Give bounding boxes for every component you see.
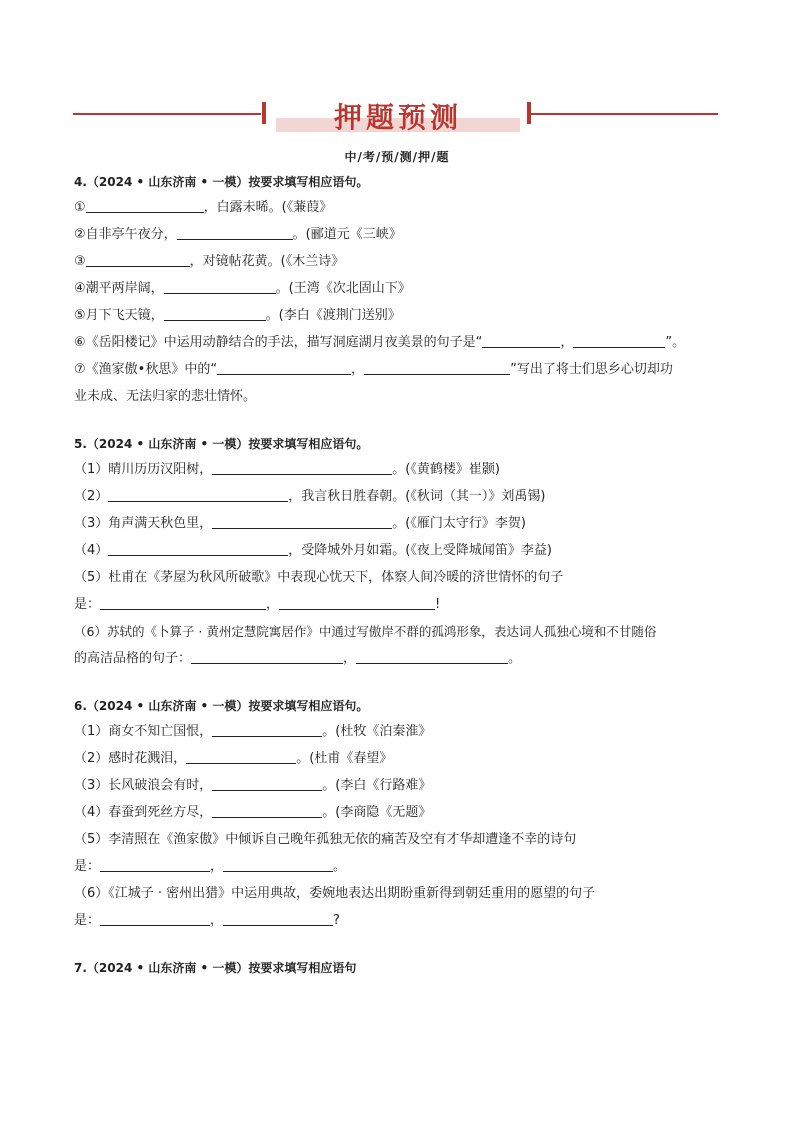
question-5 [74,434,724,672]
q6-item-2-suffix: 。(杜甫《春望》 [296,751,393,766]
banner-title: 押题预测 [333,101,462,134]
q6-item-6-prefix: 是： [74,913,101,928]
q5-item-5-answer [74,591,724,618]
q4-item-2-suffix: 。(郦道元《三峡》 [292,227,402,242]
answer-blank[interactable] [212,803,322,818]
q5-item-6-answer [74,645,724,672]
document-body [74,172,724,1002]
q4-item-3-suffix: ，对镜帖花黄。(《木兰诗》 [189,254,345,269]
q5-item-1 [74,456,724,483]
answer-blank[interactable] [86,198,204,213]
q4-item-1-suffix: ，白露未晞。(《蒹葭》 [203,200,333,215]
q5-item-6-prefix: 的高洁品格的句子： [74,651,192,666]
q5-item-5-separator: ， [266,597,280,612]
q4-item-7 [74,356,724,383]
answer-blank[interactable] [86,252,190,267]
q5-item-6-separator: ， [343,651,357,666]
q6-item-6-separator: ， [210,913,224,928]
q5-item-2 [74,483,724,510]
answer-blank[interactable] [212,776,322,791]
question-6-title: 6.（2024 • 山东济南 • 一模）按要求填写相应语句。 [74,699,369,713]
q6-item-5-answer [74,853,724,880]
q4-item-4-prefix: ④潮平两岸阔， [74,281,164,296]
q5-item-1-prefix: （1）晴川历历汉阳树， [74,462,213,477]
answer-blank[interactable] [212,514,392,529]
answer-blank[interactable] [482,333,560,348]
q4-item-6-prefix: ⑥《岳阳楼记》中运用动静结合的手法，描写洞庭湖月夜美景的句子是“ [74,335,483,350]
q5-item-4 [74,537,724,564]
question-6 [74,696,724,934]
answer-blank[interactable] [212,460,392,475]
answer-blank[interactable] [177,225,293,240]
q6-item-3-prefix: （3）长风破浪会有时， [74,778,213,793]
q6-item-2-prefix: （2）感时花溅泪， [74,751,187,766]
answer-blank[interactable] [573,333,665,348]
answer-blank[interactable] [100,857,210,872]
answer-blank[interactable] [279,595,435,610]
question-5-title: 5.（2024 • 山东济南 • 一模）按要求填写相应语句。 [74,437,369,451]
q6-item-4-prefix: （4）春蚕到死丝方尽， [74,805,213,820]
header-banner [0,96,794,136]
q5-item-5-suffix: ! [435,597,441,612]
q4-item-1 [74,194,724,221]
q5-item-6-suffix: 。 [508,651,522,666]
q5-item-1-suffix: 。(《黄鹤楼》崔颢) [392,462,500,477]
q4-item-6 [74,329,724,356]
q4-item-2-prefix: ②自非亭午夜分， [74,227,177,242]
q6-item-1 [74,718,724,745]
q5-item-3 [74,510,724,537]
q4-item-5-prefix: ⑤月下飞天镜， [74,308,164,323]
q5-item-5-text: （5）杜甫在《茅屋为秋风所破歌》中表现心忧天下，体察人间冷暖的济世情怀的句子 [74,570,564,585]
q6-item-6-suffix: ? [333,913,340,928]
q4-item-4 [74,275,724,302]
banner-rule-left [73,113,261,115]
q4-item-3-prefix: ③ [74,254,86,269]
q5-item-4-suffix: ，受降城外月如霜。(《夜上受降城闻笛》李益) [288,543,552,558]
q5-item-4-prefix: （4） [74,543,109,558]
q6-item-1-prefix: （1）商女不知亡国恨， [74,724,213,739]
answer-blank[interactable] [212,722,322,737]
answer-blank[interactable] [100,911,210,926]
q6-item-3 [74,772,724,799]
answer-blank[interactable] [191,649,343,664]
q4-item-6-separator: ， [560,335,574,350]
q4-item-3 [74,248,724,275]
q5-item-3-suffix: 。(《雁门太守行》李贺) [392,516,526,531]
q6-item-2 [74,745,724,772]
q4-item-4-suffix: 。(王湾《次北固山下》 [275,281,411,296]
q5-item-2-suffix: ，我言秋日胜春朝。(《秋词（其一）》刘禹锡) [288,489,546,504]
answer-blank[interactable] [217,360,351,375]
banner-bar-left [262,102,266,124]
answer-blank[interactable] [356,649,508,664]
q5-item-6-text: （6）苏轼的《卜算子 · 黄州定慧院寓居作》中通过写傲岸不群的孤鸿形象，表达词人孤独心境和不甘随俗 [74,624,657,639]
answer-blank[interactable] [108,541,288,556]
question-4-title: 4.（2024 • 山东济南 • 一模）按要求填写相应语句。 [74,175,369,189]
answer-blank[interactable] [108,487,288,502]
q4-item-1-prefix: ① [74,200,86,215]
q6-item-3-suffix: 。(李白《行路难》 [322,778,432,793]
q6-item-5-separator: ， [210,859,224,874]
q6-item-6-text: （6）《江城子 · 密州出猎》中运用典故，委婉地表达出期盼重新得到朝廷重用的愿望的句子 [74,886,596,901]
q4-item-7-prefix: ⑦《渔家傲•秋思》中的“ [74,362,218,377]
answer-blank[interactable] [164,306,266,321]
q6-item-5-prefix: 是： [74,859,101,874]
q5-item-2-prefix: （2） [74,489,109,504]
q4-item-2 [74,221,724,248]
q6-item-5-suffix: 。 [333,859,347,874]
question-4 [74,172,724,410]
q4-item-6-suffix: ”。 [665,335,686,350]
q6-item-1-suffix: 。(杜牧《泊秦淮》 [322,724,432,739]
answer-blank[interactable] [186,749,296,764]
page-subtitle: 中/考/预/测/押/题 [344,150,450,164]
answer-blank[interactable] [364,360,510,375]
answer-blank[interactable] [100,595,266,610]
q4-item-7-suffix: ”写出了将士们思乡心切却功 [510,362,673,377]
q4-item-5-suffix: 。(李白《渡荆门送别》 [265,308,401,323]
q6-item-4-suffix: 。(李商隐《无题》 [322,805,432,820]
answer-blank[interactable] [223,857,333,872]
q6-item-4 [74,799,724,826]
q6-item-6-answer [74,907,724,934]
q4-item-5 [74,302,724,329]
question-7-title: 7.（2024 • 山东济南 • 一模）按要求填写相应语句 [74,961,357,975]
banner-rule-right [531,113,718,115]
q6-item-5-text: （5）李清照在《渔家傲》中倾诉自己晚年孤独无依的痛苦及空有才华却遭逢不幸的诗句 [74,832,577,847]
q5-item-5-prefix: 是： [74,597,101,612]
q5-item-3-prefix: （3）角声满天秋色里， [74,516,213,531]
q4-item-7-separator: ， [351,362,365,377]
answer-blank[interactable] [164,279,276,294]
question-7 [74,958,724,978]
answer-blank[interactable] [223,911,333,926]
q4-item-7-continuation: 业未成、无法归家的悲壮情怀。 [74,389,257,404]
